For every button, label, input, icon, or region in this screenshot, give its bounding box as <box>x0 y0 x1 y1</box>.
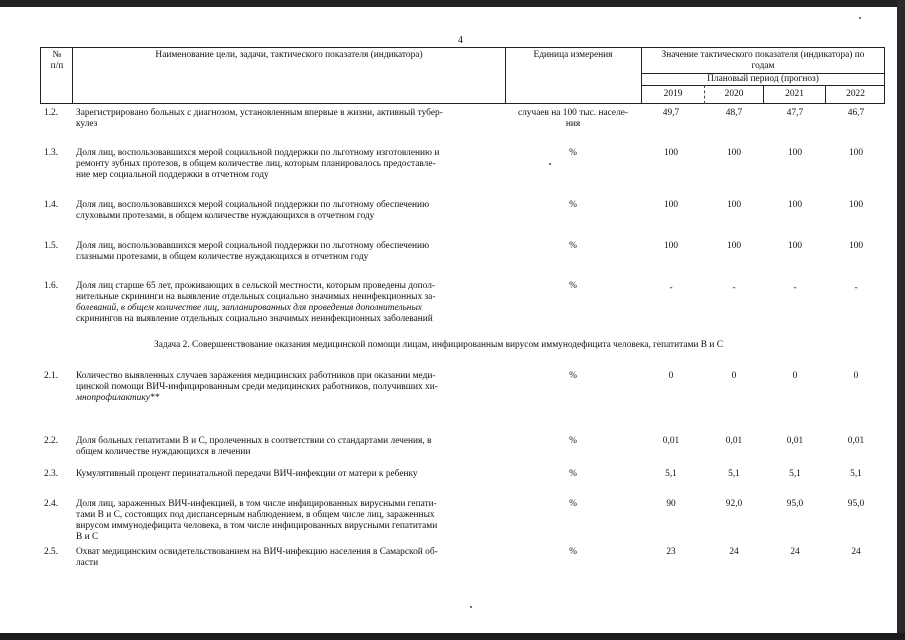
value-2020: 48,7 <box>725 108 743 118</box>
value-2019: 49,7 <box>662 108 680 118</box>
value-2020: 0,01 <box>725 436 743 446</box>
row-description-line: Кумулятивный процент перинатальной передачи ВИЧ-инфекции от матери к ребенку <box>76 469 418 479</box>
row-number: 1.2. <box>44 108 59 118</box>
value-2020: 100 <box>726 200 742 210</box>
value-2021: 100 <box>787 148 803 158</box>
row-description <box>76 499 437 543</box>
row-description-line: Доля лиц старше 65 лет, проживающих в сельской местности, которым проведены допол- <box>76 281 436 291</box>
header-col-no: п/п <box>50 61 64 71</box>
row-description-line: мнопрофилактику** <box>76 393 160 403</box>
row-description <box>76 469 418 480</box>
value-2022: 100 <box>848 148 864 158</box>
row-description-line: Количество выявленных случаев заражения медицинских работников при оказании меди- <box>76 371 436 381</box>
value-2022: 46,7 <box>847 108 865 118</box>
value-2020: 100 <box>726 148 742 158</box>
row-description-line: ние мер социальной поддержки в отчетном году <box>76 170 269 180</box>
row-number: 2.2. <box>44 436 59 446</box>
value-2022: 24 <box>851 547 861 557</box>
task-heading: Задача 2. Совершенствование оказания медицинской помощи лицам, инфицированным вирусом иммунодефицита человека, гепатитами В и С <box>154 340 723 350</box>
value-2019: - <box>669 283 673 293</box>
row-unit: % <box>569 436 577 446</box>
row-number: 2.4. <box>44 499 59 509</box>
row-description-line: цинской помощи ВИЧ-инфицированным среди медицинских работников, получивших хи- <box>76 382 438 392</box>
header-year: 2019 <box>663 89 683 99</box>
value-2021: 95,0 <box>786 499 804 509</box>
value-2022: - <box>854 283 858 293</box>
value-2021: 100 <box>787 241 803 251</box>
header-col-name: Наименование цели, задачи, тактического показателя (индикатора) <box>155 50 423 60</box>
row-description-line: Доля больных гепатитами В и С, пролеченных в соответствии со стандартами лечения, в <box>76 436 432 446</box>
row-description-line: вирусом иммунодефицита человека, в том числе инфицированных вирусными гепатитами <box>76 521 438 531</box>
value-2022: 0,01 <box>847 436 865 446</box>
scan-border-right <box>897 0 905 640</box>
row-description-line: Доля лиц, воспользовавшихся мерой социальной поддержки по льготному обеспечению <box>76 200 430 210</box>
value-2019: 100 <box>663 241 679 251</box>
value-2021: 100 <box>787 200 803 210</box>
scan-speck <box>470 606 472 608</box>
row-description-line: болеваний, в общем количестве лиц, запланированных для проведения дополнительных <box>76 303 422 313</box>
row-description-line: Доля лиц, воспользовавшихся мерой социальной поддержки по льготному обеспечению <box>76 241 430 251</box>
header-col-value: Значение тактического показателя (индикатора) по <box>661 50 865 60</box>
row-description-line: ласти <box>76 558 99 568</box>
scan-border-bottom <box>0 633 905 640</box>
row-description-line: Доля лиц, воспользовавшихся мерой социальной поддержки по льготному изготовлению и <box>76 148 440 158</box>
header-col-value: годам <box>751 61 775 71</box>
row-description <box>76 200 429 222</box>
row-unit: % <box>569 499 577 509</box>
header-col-no: № <box>52 50 62 60</box>
header-divider <box>72 47 73 104</box>
row-number: 1.5. <box>44 241 59 251</box>
scan-border-top <box>0 0 905 7</box>
value-2022: 0 <box>853 371 859 381</box>
value-2020: 24 <box>729 547 739 557</box>
row-description <box>76 241 429 263</box>
row-unit: % <box>569 371 577 381</box>
row-description <box>76 371 438 404</box>
row-description <box>76 547 438 569</box>
row-unit: % <box>569 469 577 479</box>
value-2021: - <box>793 283 797 293</box>
row-description-line: Охват медицинским освидетельствованием на ВИЧ-инфекцию населения в Самарской об- <box>76 547 438 557</box>
value-2019: 0,01 <box>662 436 680 446</box>
row-description-line: Доля лиц, зараженных ВИЧ-инфекцией, в том числе инфицированных вирусными гепати- <box>76 499 437 509</box>
row-unit: % <box>569 281 577 291</box>
value-2019: 0 <box>668 371 674 381</box>
value-2019: 23 <box>666 547 676 557</box>
value-2020: 0 <box>731 371 737 381</box>
row-description-line: глазными протезами, в общем количестве нуждающихся в отчетном году <box>76 252 369 262</box>
row-number: 1.6. <box>44 281 59 291</box>
value-2021: 5,1 <box>789 469 801 479</box>
row-unit <box>505 108 641 130</box>
row-unit: % <box>569 200 577 210</box>
value-2020: 5,1 <box>728 469 740 479</box>
row-unit: % <box>569 148 577 158</box>
value-2019: 100 <box>663 200 679 210</box>
row-description <box>76 436 431 458</box>
row-number: 1.4. <box>44 200 59 210</box>
row-description-line: нительные скрининги на выявление отдельных социально значимых неинфекционных за- <box>76 292 436 302</box>
value-2021: 47,7 <box>786 108 804 118</box>
value-2019: 90 <box>666 499 676 509</box>
row-description <box>76 108 443 130</box>
row-description-line: скринингов на выявление отдельных социально значимых неинфекционных заболеваний <box>76 314 433 324</box>
header-year: 2021 <box>785 89 804 99</box>
page-number: 4 <box>458 35 463 46</box>
row-number: 1.3. <box>44 148 59 158</box>
row-description-line: общем количестве нуждающихся в лечении <box>76 447 251 457</box>
value-2019: 5,1 <box>665 469 677 479</box>
row-unit: % <box>569 241 577 251</box>
row-description-line: ремонту зубных протезов, в общем количестве лиц, которым планировалось предоставле- <box>76 159 436 169</box>
row-unit-line: ния <box>565 119 581 129</box>
scan-speck <box>859 17 861 19</box>
row-number: 2.1. <box>44 371 59 381</box>
value-2020: 92,0 <box>725 499 743 509</box>
value-2020: 100 <box>726 241 742 251</box>
scan-speck <box>549 163 551 165</box>
value-2020: - <box>732 283 736 293</box>
value-2021: 0 <box>792 371 798 381</box>
header-col-unit: Единица измерения <box>533 50 613 60</box>
value-2022: 5,1 <box>850 469 862 479</box>
header-year: 2020 <box>724 89 744 99</box>
row-description-line: Зарегистрировано больных с диагнозом, установленным впервые в жизни, активный тубер- <box>76 108 443 118</box>
value-2019: 100 <box>663 148 679 158</box>
row-number: 2.5. <box>44 547 59 557</box>
row-number: 2.3. <box>44 469 59 479</box>
row-unit: % <box>569 547 577 557</box>
value-2021: 24 <box>790 547 800 557</box>
row-description-line: тами В и С, состоящих под диспансерным наблюдением, в общем числе лиц, зараженных <box>76 510 435 520</box>
row-description-line: кулез <box>76 119 98 129</box>
value-2022: 100 <box>848 200 864 210</box>
row-description-line: слуховыми протезами, в общем количестве нуждающихся в отчетном году <box>76 211 375 221</box>
value-2022: 95,0 <box>847 499 865 509</box>
value-2021: 0,01 <box>786 436 804 446</box>
row-description-line: В и С <box>76 532 99 542</box>
row-description <box>76 148 439 181</box>
row-unit-line: случаев на 100 тыс. населе- <box>517 108 629 118</box>
row-description <box>76 281 435 325</box>
header-year: 2022 <box>846 89 865 99</box>
header-planning-period: Плановый период (прогноз) <box>707 74 819 84</box>
value-2022: 100 <box>848 241 864 251</box>
